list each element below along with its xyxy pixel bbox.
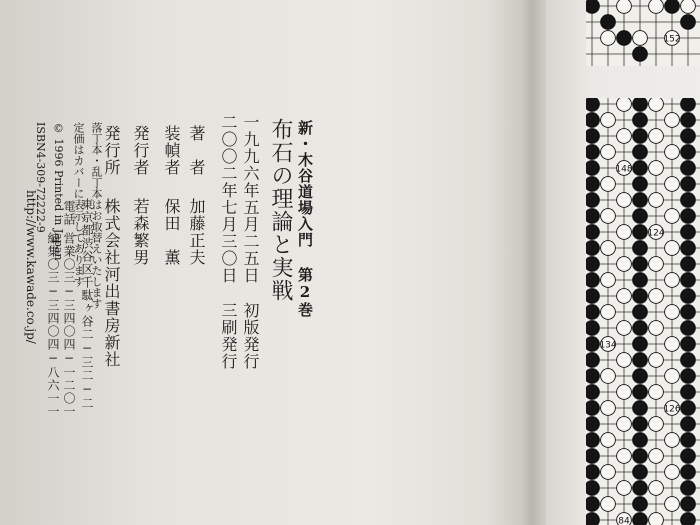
go-stone: [681, 337, 696, 352]
go-board-bottom-svg: [586, 98, 700, 525]
go-stone: [586, 337, 599, 352]
go-stone: [681, 449, 696, 464]
go-stone: [649, 0, 664, 13]
go-stone: [586, 161, 599, 176]
go-stone: [681, 209, 696, 224]
go-stone: [601, 305, 616, 320]
designer-role: 装幀者: [162, 125, 181, 176]
reprint-date: 二〇〇二年七月三〇日: [219, 114, 238, 284]
publisher-person-name: 若森繁男: [131, 198, 150, 266]
series-name: 新・木谷道場入門 第2巻: [296, 120, 314, 318]
go-stone: [633, 241, 648, 256]
publisher-address: 東京都渋谷区千駄ヶ谷二−三二−二: [80, 198, 94, 410]
go-stone: [649, 481, 664, 496]
go-stone: [665, 273, 680, 288]
go-stone: [617, 321, 632, 336]
go-stone: [665, 177, 680, 192]
go-stone: [617, 385, 632, 400]
go-stone: [586, 0, 599, 13]
go-stone: [617, 98, 632, 111]
go-stone: [665, 369, 680, 384]
go-stone: [681, 98, 696, 111]
go-stone: [681, 129, 696, 144]
go-stone: [633, 321, 648, 336]
go-stone: [633, 289, 648, 304]
go-stone: [633, 465, 648, 480]
go-stone: [633, 513, 648, 525]
go-stone: [633, 31, 648, 46]
go-stone: [586, 209, 599, 224]
go-stone: [681, 0, 696, 13]
go-stone: [617, 0, 632, 13]
go-stone: [633, 385, 648, 400]
go-stone: [681, 145, 696, 160]
go-stone: [633, 193, 648, 208]
go-stone: [601, 31, 616, 46]
go-stone: [681, 369, 696, 384]
reprint-label: 三刷発行: [219, 302, 238, 370]
go-stone: [649, 513, 664, 525]
go-stone: [633, 98, 648, 111]
go-stone: [633, 369, 648, 384]
go-stone: [681, 497, 696, 512]
go-stone: [617, 31, 632, 46]
go-stone: [681, 465, 696, 480]
go-stone: [633, 353, 648, 368]
go-stone: [633, 305, 648, 320]
go-stone: [586, 225, 599, 240]
go-stone: [586, 321, 599, 336]
go-stone: [681, 385, 696, 400]
go-stone: [681, 241, 696, 256]
first-edition-line: [239, 114, 262, 370]
go-stone: [649, 161, 664, 176]
phone-label: 電話: [62, 200, 76, 226]
go-stone: [681, 225, 696, 240]
go-stone: [681, 305, 696, 320]
go-stone: [617, 417, 632, 432]
go-stone: [633, 145, 648, 160]
go-stone: [681, 481, 696, 496]
go-stone: [586, 513, 599, 525]
go-stone: [681, 15, 696, 30]
go-stone: [633, 225, 648, 240]
go-stone: [649, 417, 664, 432]
reprint-line: [217, 114, 240, 370]
publisher-person-role: 発行者: [131, 125, 150, 176]
go-stone: [586, 241, 599, 256]
go-stone: [601, 497, 616, 512]
author-role: 著 者: [187, 125, 206, 176]
go-stone: [633, 337, 648, 352]
go-stone: [649, 321, 664, 336]
go-stone: [601, 273, 616, 288]
go-stone: [601, 401, 616, 416]
go-stone: [665, 0, 680, 13]
go-stone: [586, 449, 599, 464]
go-stone: [586, 257, 599, 272]
go-stone: [665, 145, 680, 160]
go-stone: [617, 449, 632, 464]
go-stone: [681, 401, 696, 416]
go-stone: [633, 401, 648, 416]
go-stone: [681, 113, 696, 128]
go-stone: [633, 497, 648, 512]
go-stone: [586, 273, 599, 288]
publisher-name: 株式会社河出書房新社: [102, 198, 121, 368]
publisher-url: http://www.kawade.co.jp/: [24, 190, 38, 344]
go-stone: [633, 273, 648, 288]
go-stone: [649, 289, 664, 304]
phone-sales: 営業〇三−三四〇四−一二〇一: [62, 232, 76, 418]
go-stone: [586, 289, 599, 304]
go-stone: [586, 113, 599, 128]
go-stone: [617, 193, 632, 208]
go-stone: [617, 481, 632, 496]
go-stone: [601, 241, 616, 256]
go-stone: [586, 497, 599, 512]
go-stone: [586, 305, 599, 320]
go-stone: [586, 129, 599, 144]
go-stone: [649, 385, 664, 400]
go-stone: [633, 113, 648, 128]
go-stone: [586, 177, 599, 192]
go-stone: [665, 433, 680, 448]
go-stone: [665, 209, 680, 224]
go-stone: [633, 433, 648, 448]
go-stone: [586, 353, 599, 368]
go-stone: [681, 273, 696, 288]
go-stone: [665, 337, 680, 352]
go-stone: [586, 193, 599, 208]
bottom-move-label: 134: [599, 340, 617, 351]
go-stone: [617, 225, 632, 240]
go-stone: [586, 433, 599, 448]
go-stone: [681, 513, 696, 525]
note-price: 定価はカバーに表示してあります: [72, 122, 85, 287]
go-stone: [633, 481, 648, 496]
go-board-bottom: [586, 98, 700, 525]
go-stone: [681, 161, 696, 176]
go-stone: [681, 433, 696, 448]
go-stone: [633, 257, 648, 272]
go-stone: [586, 401, 599, 416]
go-stone: [633, 161, 648, 176]
go-stone: [601, 433, 616, 448]
go-stone: [617, 289, 632, 304]
phone-edit: 編集〇三−三四〇四−八六一一: [46, 232, 60, 418]
go-stone: [586, 145, 599, 160]
go-stone: [586, 98, 599, 111]
go-stone: [601, 177, 616, 192]
go-stone: [633, 129, 648, 144]
go-stone: [665, 113, 680, 128]
go-stone: [665, 241, 680, 256]
go-stone: [617, 257, 632, 272]
isbn-line: ISBN4-309-72222-9: [34, 122, 47, 233]
go-diagram-page: [546, 0, 700, 525]
go-stone: [681, 257, 696, 272]
go-stone: [681, 193, 696, 208]
go-stone: [617, 353, 632, 368]
go-stone: [649, 449, 664, 464]
go-stone: [586, 465, 599, 480]
go-stone: [633, 177, 648, 192]
go-stone: [601, 15, 616, 30]
go-stone: [681, 289, 696, 304]
go-stone: [601, 145, 616, 160]
go-stone: [665, 497, 680, 512]
note-missing-pages: 落丁本・乱丁本はお取替えいたします: [90, 122, 103, 309]
go-stone: [649, 193, 664, 208]
go-stone: [681, 177, 696, 192]
go-stone: [649, 129, 664, 144]
go-stone: [601, 113, 616, 128]
bottom-move-label: 148: [615, 164, 633, 175]
go-board-top-svg: [586, 0, 700, 66]
bottom-move-label: 124: [647, 228, 665, 239]
go-stone: [681, 353, 696, 368]
go-stone: [601, 465, 616, 480]
go-stone: [601, 369, 616, 384]
publisher-role: 発行所: [102, 125, 121, 176]
go-stone: [633, 449, 648, 464]
go-stone: [649, 353, 664, 368]
go-stone: [633, 417, 648, 432]
go-board-top: [586, 0, 700, 66]
designer-name: 保田 薫: [162, 198, 181, 266]
go-stone: [586, 417, 599, 432]
go-stone: [633, 209, 648, 224]
bottom-move-label: 84: [618, 516, 630, 525]
go-stone: [633, 47, 648, 62]
go-stone: [601, 209, 616, 224]
go-stone: [681, 321, 696, 336]
bottom-move-label: 126: [663, 404, 681, 415]
author-name: 加藤正夫: [187, 198, 206, 266]
go-stone: [586, 481, 599, 496]
book-title: 布石の理論と実戦: [268, 118, 293, 302]
go-stone: [586, 369, 599, 384]
go-stone: [665, 305, 680, 320]
first-edition-label: 初版発行: [241, 302, 260, 370]
go-stone: [586, 385, 599, 400]
go-stone: [649, 98, 664, 111]
copyright-line: © 1996 Printed in Japan: [52, 122, 65, 261]
go-stone: [617, 129, 632, 144]
go-stone: [681, 417, 696, 432]
go-stone: [665, 465, 680, 480]
top-move-label: 152: [663, 34, 681, 45]
first-edition-date: 一九九六年五月二五日: [241, 114, 260, 284]
go-stone: [649, 257, 664, 272]
